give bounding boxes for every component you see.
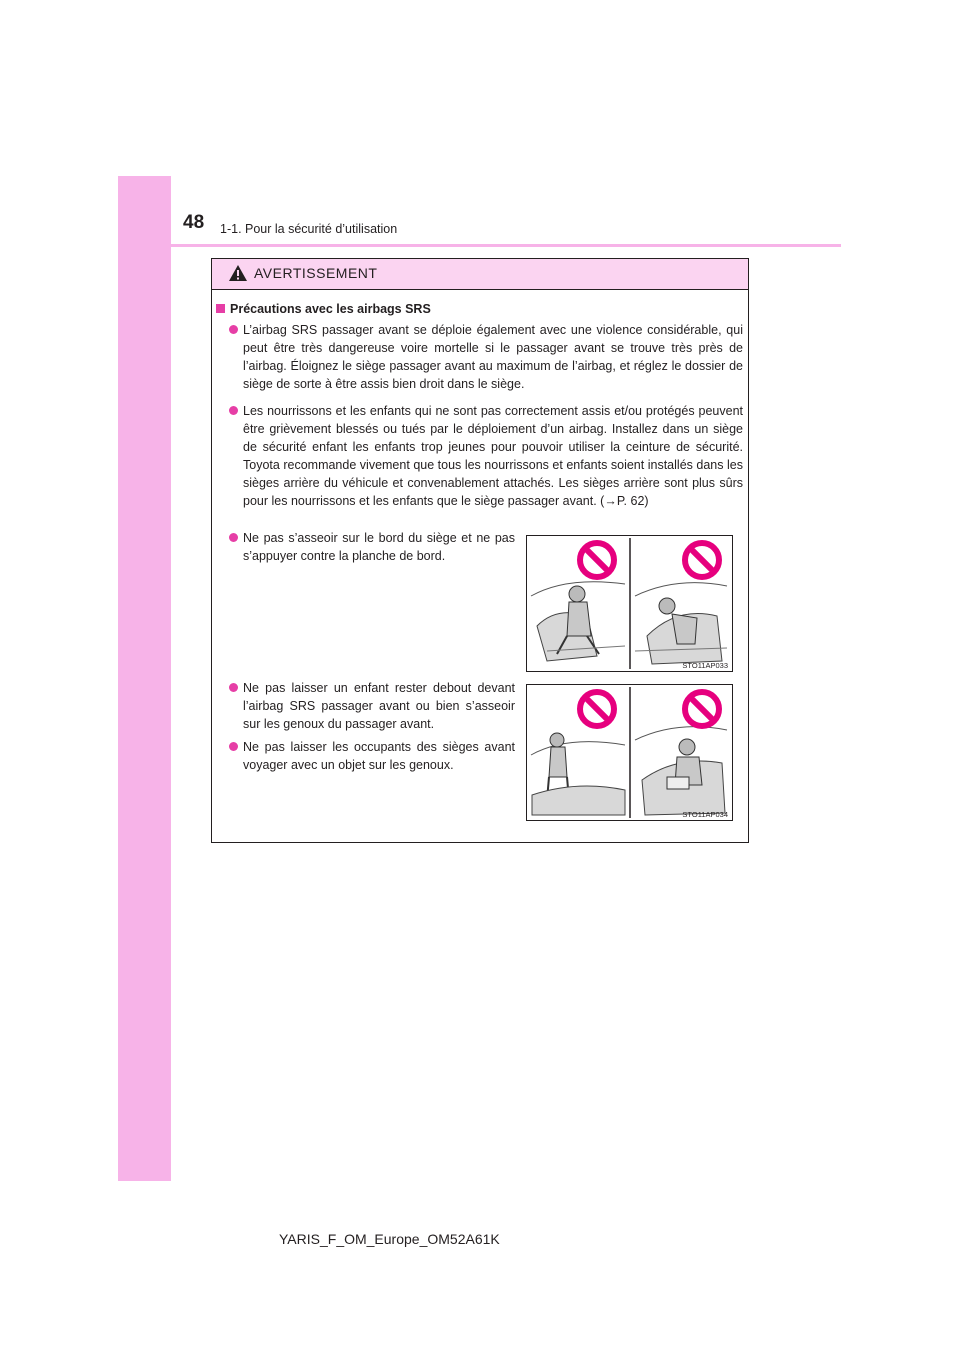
figure-code: STO11AP033 xyxy=(682,661,728,670)
bullet-text: Les nourrissons et les enfants qui ne sont pas correctement assis et/ou protégés peuvent être grièvement blessés ou tués par le déploiement d’un airbag. Installez dans un siège de sécurité enfant les enfants trop jeunes pour pouvoir utiliser la ceinture de sécurité. Toyota recommande vivement que tous les nourrissons et enfants soient installés dans les sièges arrière du véhicule et convenablement attachés. Les sièges arrière sont plus sûrs pour les nourrissons et les enfants que le siège passager avant. (→P. 62) xyxy=(243,404,743,508)
header-rule xyxy=(171,244,841,247)
figure-child-lap xyxy=(526,684,733,821)
illustration-seated-occupants xyxy=(527,536,732,671)
illustration-child-and-lap-object xyxy=(527,685,732,820)
warning-header xyxy=(212,259,748,290)
bullet-text: Ne pas s’asseoir sur le bord du siège et ne pas s’appuyer contre la planche de bord. xyxy=(243,531,515,563)
side-tab xyxy=(118,176,171,1181)
document-id: YARIS_F_OM_Europe_OM52A61K xyxy=(279,1231,500,1247)
page-number: 48 xyxy=(183,212,205,233)
square-bullet-icon xyxy=(216,304,225,313)
warning-box xyxy=(211,258,749,843)
bullet-lap-objects xyxy=(243,738,515,774)
bullet-text: Ne pas laisser les occupants des sièges avant voyager avec un objet sur les genoux. xyxy=(243,740,515,772)
subheading xyxy=(216,302,431,316)
bullet-dot-icon xyxy=(229,325,238,334)
bullet-dot-icon xyxy=(229,533,238,542)
bullet-text: Ne pas laisser un enfant rester debout devant l’airbag SRS passager avant ou bien s’asseoir sur les genoux du passager avant. xyxy=(243,681,515,731)
warning-triangle-icon xyxy=(228,264,248,282)
bullet-children xyxy=(243,402,743,510)
bullet-seat-edge xyxy=(243,529,515,565)
bullet-text: L’airbag SRS passager avant se déploie également avec une violence considérable, qui peut être très dangereuse voire mortelle si le passager avant se trouve très près de l’airbag. Éloignez le siège passager avant au maximum de l’airbag, et réglez le dossier de siège de sorte à être assis bien droit dans le siège. xyxy=(243,323,743,391)
bullet-dot-icon xyxy=(229,406,238,415)
bullet-dot-icon xyxy=(229,742,238,751)
bullet-airbag-force xyxy=(243,321,743,393)
subheading-text: Précautions avec les airbags SRS xyxy=(230,302,431,316)
section-title: 1-1. Pour la sécurité d’utilisation xyxy=(220,222,398,236)
bullet-standing-child xyxy=(243,679,515,733)
bullet-dot-icon xyxy=(229,683,238,692)
figure-code: STO11AP034 xyxy=(682,810,728,819)
warning-label: AVERTISSEMENT xyxy=(254,265,378,281)
figure-seat-edge xyxy=(526,535,733,672)
